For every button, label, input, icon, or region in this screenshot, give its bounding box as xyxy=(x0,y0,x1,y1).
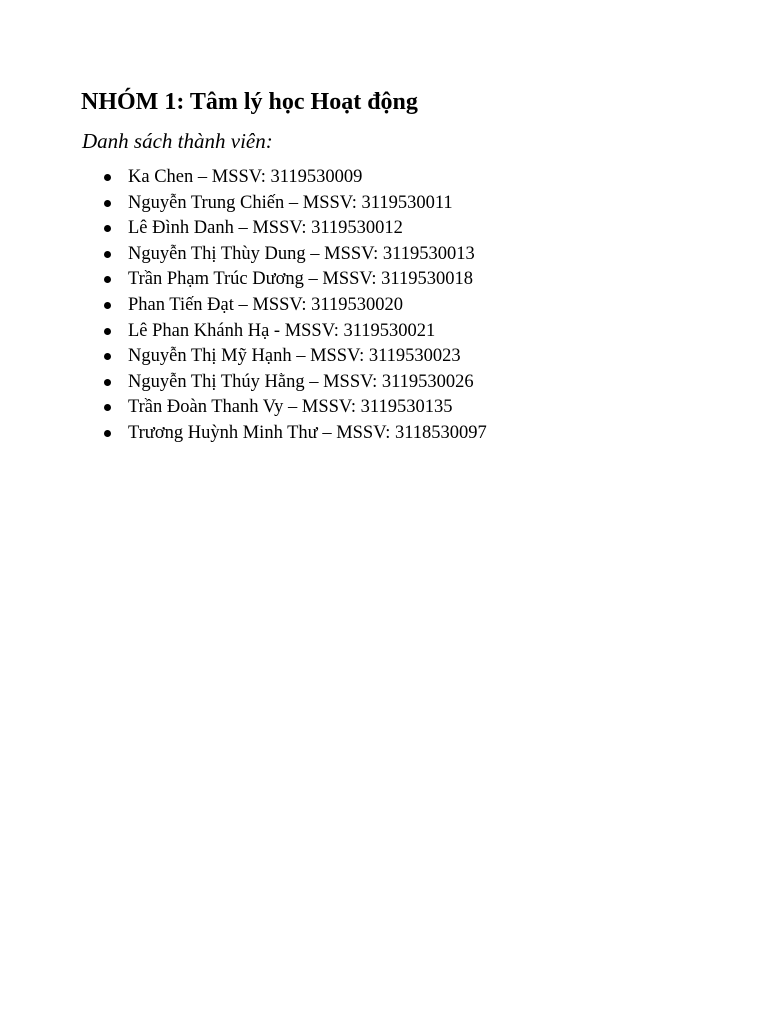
bullet-icon xyxy=(104,404,111,411)
member-text: Ka Chen – MSSV: 3119530009 xyxy=(128,167,363,187)
member-text: Lê Phan Khánh Hạ - MSSV: 3119530021 xyxy=(128,320,436,341)
member-text: Trần Đoàn Thanh Vy – MSSV: 3119530135 xyxy=(128,397,453,418)
bullet-icon xyxy=(104,174,111,181)
member-text: Lê Đình Danh – MSSV: 3119530012 xyxy=(128,218,403,239)
bullet-icon xyxy=(104,379,111,386)
bullet-icon xyxy=(104,430,111,437)
bullet-icon xyxy=(104,251,111,258)
member-text: Nguyễn Thị Mỹ Hạnh – MSSV: 3119530023 xyxy=(128,346,461,367)
member-text: Trương Huỳnh Minh Thư – MSSV: 3118530097 xyxy=(128,422,487,443)
bullet-icon xyxy=(104,225,111,232)
bullet-icon xyxy=(104,200,111,207)
bullet-icon xyxy=(104,302,111,309)
member-text: Nguyễn Thị Thùy Dung – MSSV: 3119530013 xyxy=(128,243,475,264)
member-text: Nguyễn Thị Thúy Hằng – MSSV: 3119530026 xyxy=(128,371,474,392)
member-list-heading: Danh sách thành viên: xyxy=(82,129,273,153)
bullet-icon xyxy=(104,328,111,335)
member-text: Trần Phạm Trúc Dương – MSSV: 3119530018 xyxy=(128,269,473,290)
bullet-icon xyxy=(104,353,111,360)
member-text: Nguyễn Trung Chiến – MSSV: 3119530011 xyxy=(128,192,453,213)
group-title: NHÓM 1: Tâm lý học Hoạt động xyxy=(81,89,418,115)
bullet-icon xyxy=(104,276,111,283)
member-text: Phan Tiến Đạt – MSSV: 3119530020 xyxy=(128,294,403,315)
